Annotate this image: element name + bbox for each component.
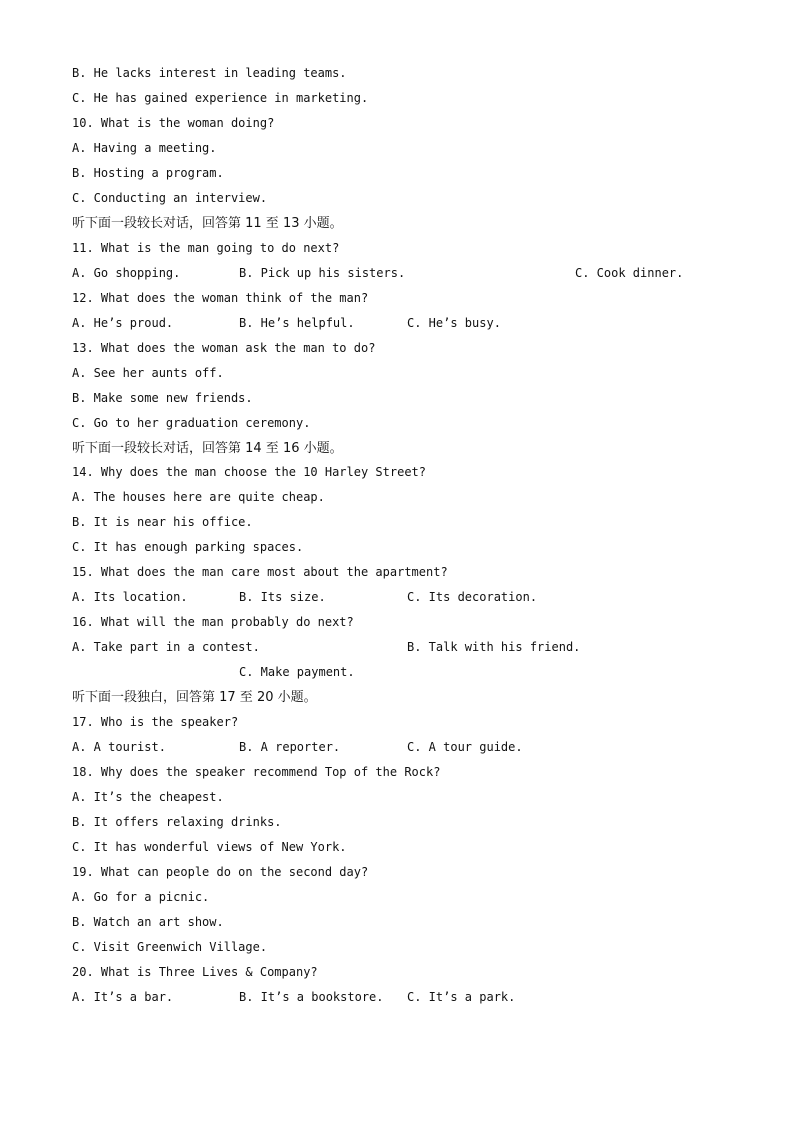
question-18: 18. Why does the speaker recommend Top of the Rock?	[72, 765, 441, 779]
option-10c: C. Conducting an interview.	[72, 191, 268, 205]
option-17a: A. A tourist.	[72, 740, 166, 754]
option-20a: A. It’s a bar.	[72, 990, 174, 1004]
option-14a: A. The houses here are quite cheap.	[72, 490, 325, 504]
options-row-17	[72, 735, 772, 760]
option-14b: B. It is near his office.	[72, 515, 253, 529]
option-13c: C. Go to her graduation ceremony.	[72, 416, 311, 430]
option-16a: A. Take part in a contest.	[72, 640, 260, 654]
option-16c: C. Make payment.	[239, 665, 355, 679]
option-20c: C. It’s a park.	[407, 990, 516, 1004]
question-19: 19. What can people do on the second day?	[72, 865, 369, 879]
options-row-20	[72, 985, 772, 1010]
options-row-12	[72, 311, 772, 336]
option-11c: C. Cook dinner.	[575, 266, 684, 280]
question-14: 14. Why does the man choose the 10 Harley Street?	[72, 465, 427, 479]
question-11: 11. What is the man going to do next?	[72, 241, 340, 255]
question-10: 10. What is the woman doing?	[72, 116, 275, 130]
question-17: 17. Who is the speaker?	[72, 715, 239, 729]
option-17c: C. A tour guide.	[407, 740, 523, 754]
option-17b: B. A reporter.	[239, 740, 341, 754]
option-15c: C. Its decoration.	[407, 590, 538, 604]
option-14c: C. It has enough parking spaces.	[72, 540, 304, 554]
option-11a: A. Go shopping.	[72, 266, 181, 280]
option-16b: B. Talk with his friend.	[407, 640, 581, 654]
options-row-15	[72, 585, 772, 610]
question-13: 13. What does the woman ask the man to do?	[72, 341, 376, 355]
option-19c: C. Visit Greenwich Village.	[72, 940, 268, 954]
option-15b: B. Its size.	[239, 590, 326, 604]
option-19a: A. Go for a picnic.	[72, 890, 210, 904]
option-18b: B. It offers relaxing drinks.	[72, 815, 282, 829]
option-15a: A. Its location.	[72, 590, 188, 604]
options-row-16b	[72, 660, 772, 685]
question-16: 16. What will the man probably do next?	[72, 615, 354, 629]
question-20: 20. What is Three Lives & Company?	[72, 965, 318, 979]
option-13a: A. See her aunts off.	[72, 366, 224, 380]
option-18c: C. It has wonderful views of New York.	[72, 840, 347, 854]
question-12: 12. What does the woman think of the man?	[72, 291, 369, 305]
option-10b: B. Hosting a program.	[72, 166, 224, 180]
section-instruction-11-13: 听下面一段较长对话，回答第 11 至 13 小题。	[72, 216, 343, 231]
section-instruction-17-20: 听下面一段独白，回答第 17 至 20 小题。	[72, 690, 317, 705]
option-9b: B. He lacks interest in leading teams.	[72, 66, 347, 80]
question-15: 15. What does the man care most about the apartment?	[72, 565, 448, 579]
option-18a: A. It’s the cheapest.	[72, 790, 224, 804]
option-12b: B. He’s helpful.	[239, 316, 355, 330]
option-9c: C. He has gained experience in marketing.	[72, 91, 369, 105]
options-row-16a	[72, 635, 772, 660]
option-11b: B. Pick up his sisters.	[239, 266, 406, 280]
option-13b: B. Make some new friends.	[72, 391, 253, 405]
option-10a: A. Having a meeting.	[72, 141, 217, 155]
option-12a: A. He’s proud.	[72, 316, 174, 330]
option-19b: B. Watch an art show.	[72, 915, 224, 929]
option-12c: C. He’s busy.	[407, 316, 501, 330]
section-instruction-14-16: 听下面一段较长对话，回答第 14 至 16 小题。	[72, 441, 343, 456]
options-row-11	[72, 261, 772, 286]
option-20b: B. It’s a bookstore.	[239, 990, 384, 1004]
